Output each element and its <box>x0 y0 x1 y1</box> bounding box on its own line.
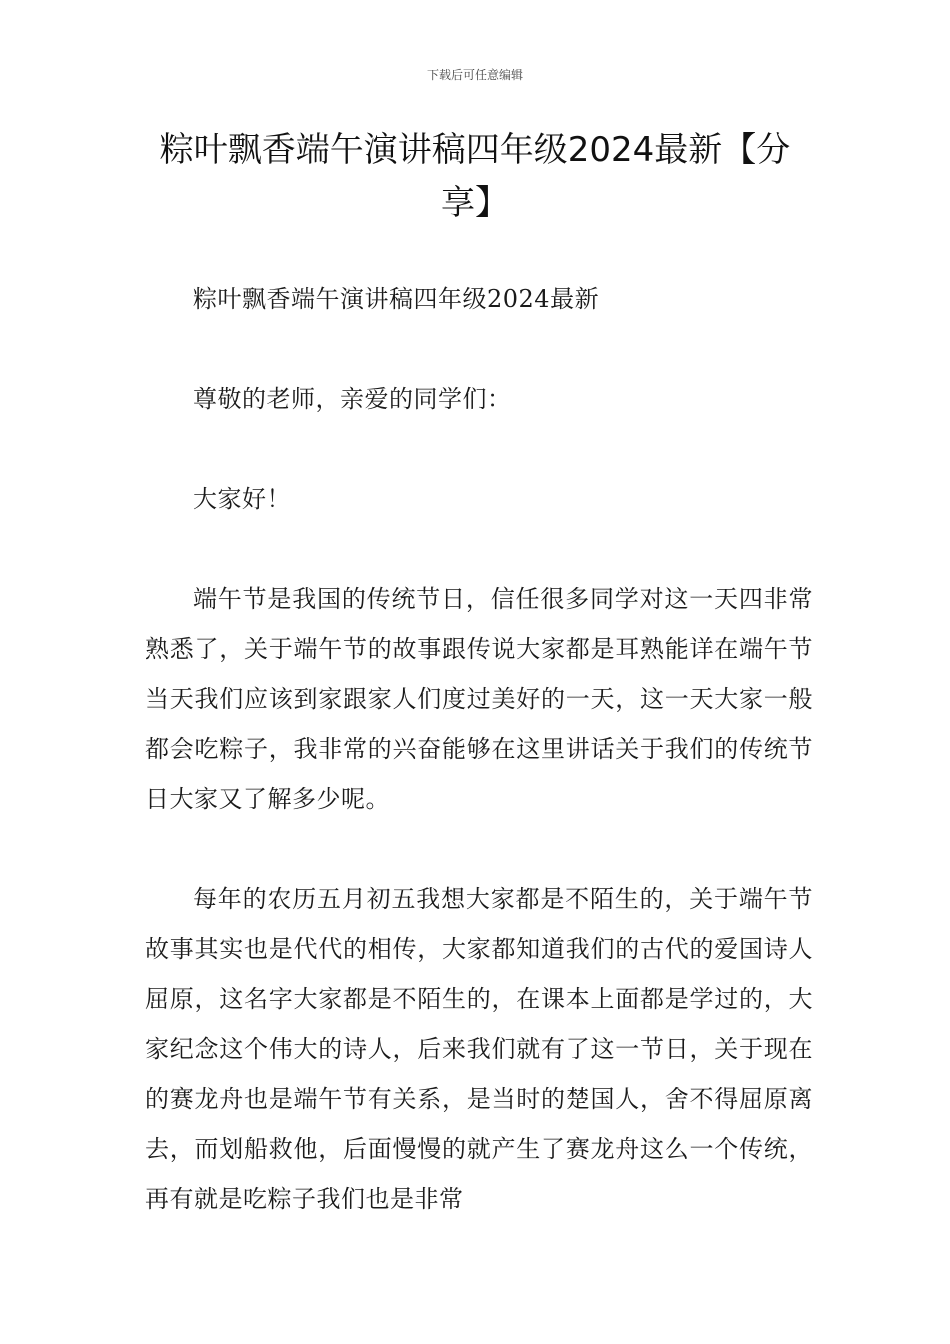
document-title: 粽叶飘香端午演讲稿四年级2024最新【分享】 <box>159 130 791 223</box>
header-note: 下载后可任意编辑 <box>426 68 523 82</box>
document-body <box>145 274 813 1274</box>
paragraph-salutation: 尊敬的老师，亲爱的同学们： <box>193 385 512 413</box>
paragraph-subtitle: 粽叶飘香端午演讲稿四年级2024最新 <box>193 285 600 313</box>
paragraph-body-1: 端午节是我国的传统节日，信任很多同学对这一天四非常熟悉了，关于端午节的故事跟传说大家都是耳熟能详在端午节当天我们应该到家跟家人们度过美好的一天，这一天大家一般都会吃粽子，我非常的兴奋能够在这里讲话关于我们的传统节日大家又了解多少呢。 <box>145 585 813 813</box>
paragraph-greeting: 大家好！ <box>193 485 291 513</box>
paragraph-body-2: 每年的农历五月初五我想大家都是不陌生的，关于端午节故事其实也是代代的相传，大家都知道我们的古代的爱国诗人屈原，这名字大家都是不陌生的，在课本上面都是学过的，大家纪念这个伟大的诗人，后来我们就有了这一节日，关于现在的赛龙舟也是端午节有关系，是当时的楚国人，舍不得屈原离去，而划船救他，后面慢慢的就产生了赛龙舟这么一个传统，再有就是吃粽子我们也是非常 <box>145 885 813 1213</box>
